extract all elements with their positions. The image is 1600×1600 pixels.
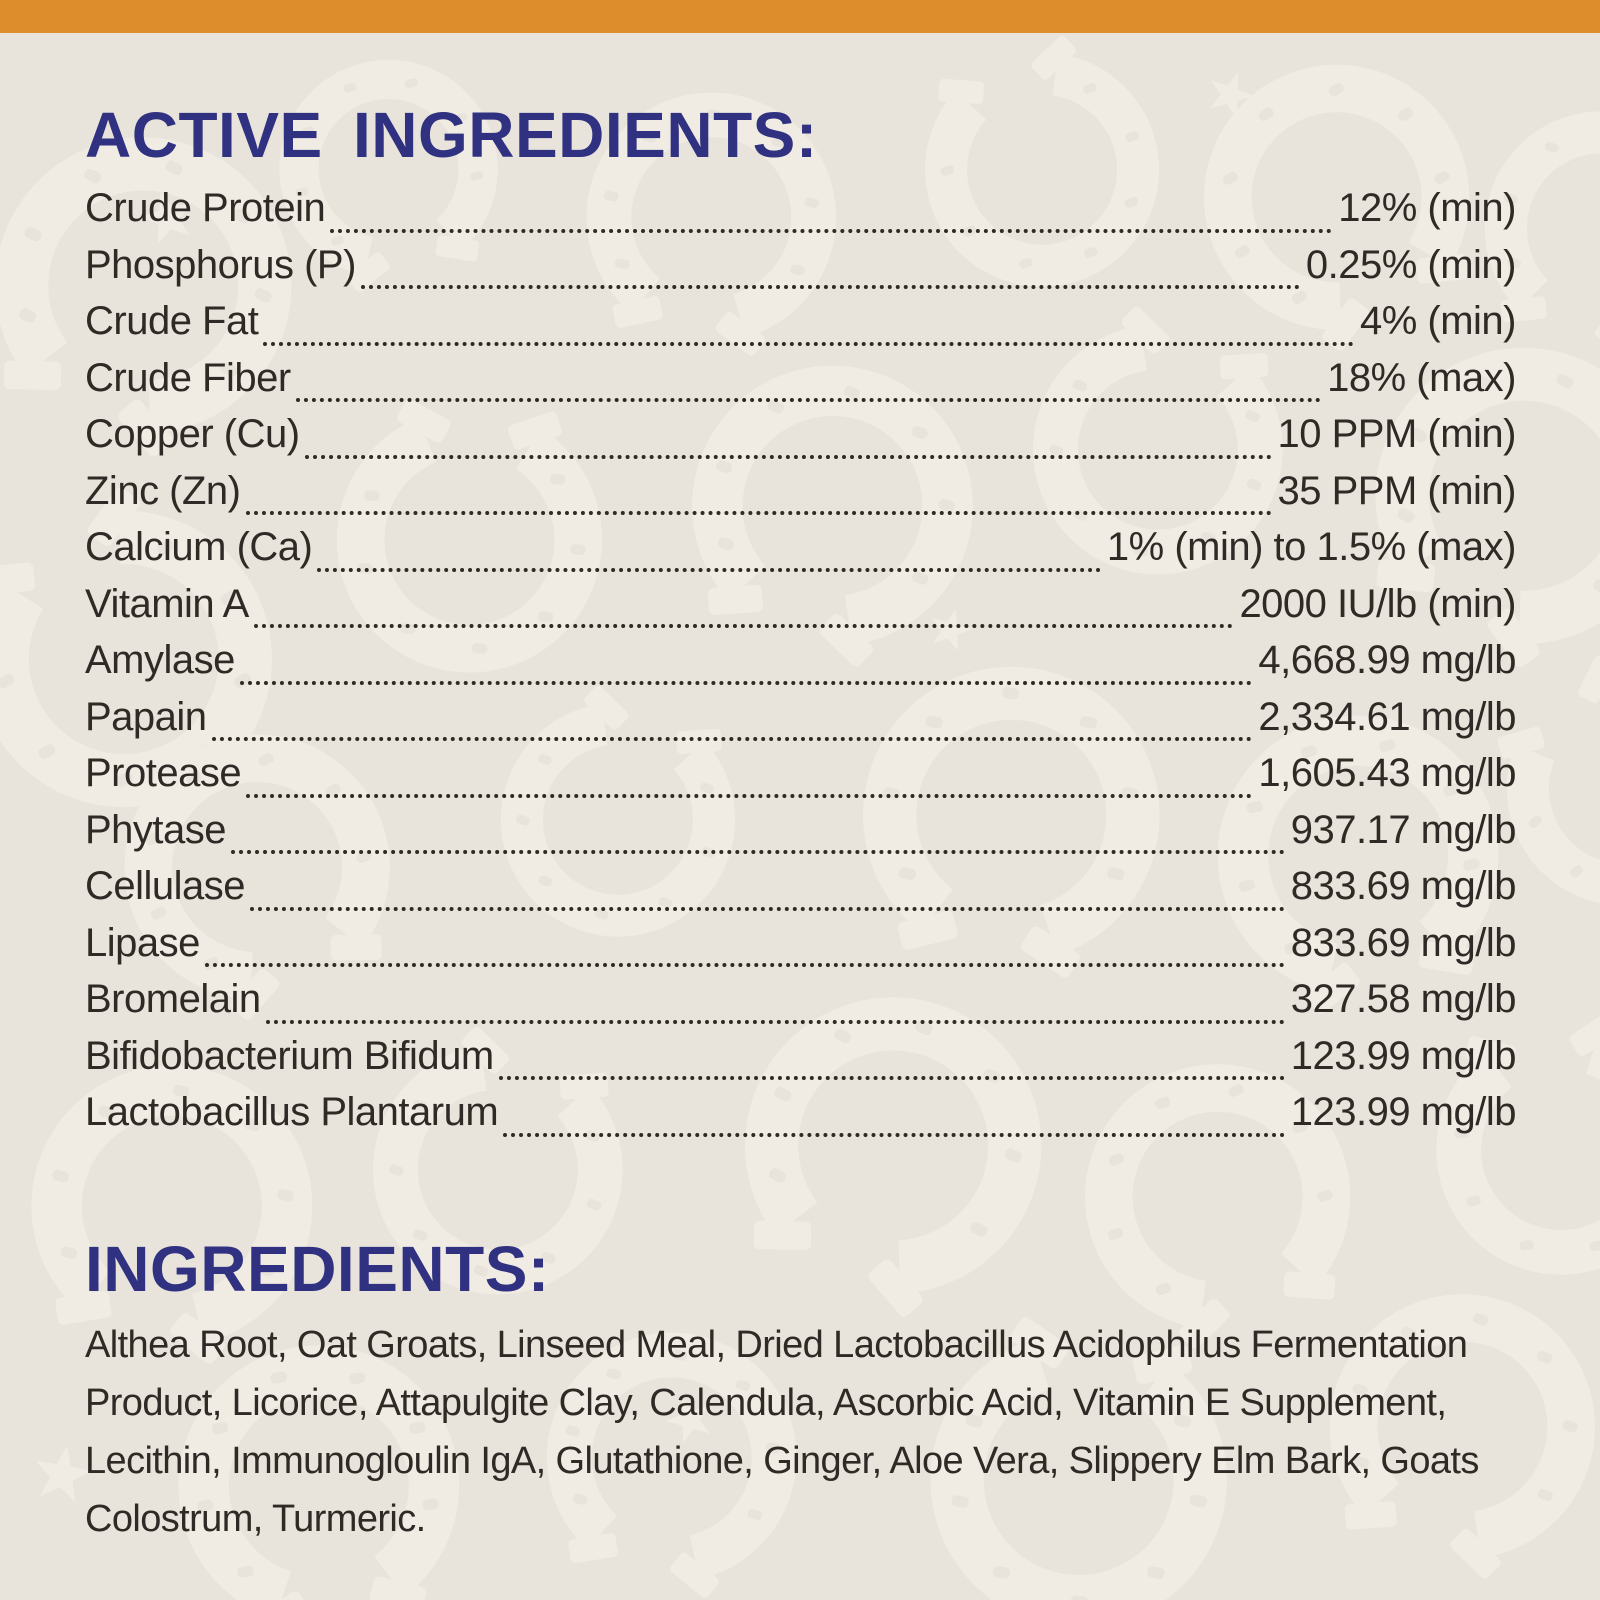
ingredient-name: Bromelain (85, 977, 261, 1021)
dot-leader (361, 285, 1300, 289)
ingredient-row (85, 1090, 1516, 1147)
ingredient-value: 123.99 mg/lb (1290, 1033, 1516, 1078)
ingredient-row (85, 299, 1516, 356)
ingredient-name: Copper (Cu) (85, 412, 300, 456)
dot-leader (317, 568, 1101, 572)
ingredient-name: Protease (85, 751, 242, 795)
ingredient-value: 10 PPM (min) (1277, 412, 1516, 456)
dot-leader (263, 342, 1354, 346)
ingredient-row (85, 921, 1516, 978)
dot-leader (205, 963, 1285, 967)
dot-leader (499, 1076, 1285, 1080)
ingredient-row (85, 977, 1516, 1034)
active-ingredients-list (85, 186, 1516, 1147)
dot-leader (246, 794, 1252, 798)
active-ingredients-title: ACTIVE INGREDIENTS: (85, 99, 818, 171)
dot-leader (266, 1020, 1285, 1024)
ingredient-value: 35 PPM (min) (1277, 468, 1516, 513)
ingredient-value: 123.99 mg/lb (1290, 1090, 1516, 1134)
ingredient-name: Bifidobacterium Bifidum (85, 1033, 494, 1078)
ingredient-row (85, 808, 1516, 865)
ingredient-row (85, 582, 1516, 639)
ingredient-value: 1,605.43 mg/lb (1258, 751, 1516, 795)
dot-leader (246, 511, 1272, 515)
dot-leader (231, 850, 1285, 854)
ingredients-paragraph: Althea Root, Oat Groats, Linseed Meal, Dried Lactobacillus Acidophilus Fermentation Product, Licorice, Attapulgite Clay, Calendula, Ascorbic Acid, Vitamin E Supplement, Lecithin, Immunogloulin IgA, Glutathione, Ginger, Aloe Vera, Slippery Elm Bark, Goats Colostrum, Turmeric. (85, 1324, 1479, 1540)
ingredient-row (85, 638, 1516, 695)
dot-leader (254, 624, 1234, 628)
ingredient-row (85, 469, 1516, 526)
ingredient-name: Crude Fiber (85, 355, 291, 400)
dot-leader (503, 1133, 1285, 1137)
ingredient-name: Calcium (Ca) (85, 525, 313, 569)
ingredient-row (85, 525, 1516, 582)
ingredient-value: 833.69 mg/lb (1290, 920, 1516, 965)
ingredient-name: Papain (85, 694, 207, 739)
ingredient-value: 833.69 mg/lb (1290, 864, 1516, 908)
ingredient-value: 327.58 mg/lb (1290, 977, 1516, 1021)
ingredient-row (85, 751, 1516, 808)
ingredient-row (85, 356, 1516, 413)
ingredient-name: Phytase (85, 807, 227, 852)
ingredient-value: 2000 IU/lb (min) (1239, 581, 1516, 626)
ingredient-row (85, 864, 1516, 921)
ingredient-name: Lipase (85, 920, 200, 965)
ingredient-value: 18% (max) (1327, 355, 1516, 400)
top-accent-bar (0, 0, 1600, 33)
ingredient-row (85, 412, 1516, 469)
ingredient-name: Amylase (85, 638, 235, 682)
ingredient-name: Cellulase (85, 864, 246, 908)
ingredient-value: 2,334.61 mg/lb (1258, 694, 1516, 739)
ingredient-value: 1% (min) to 1.5% (max) (1106, 525, 1516, 569)
ingredient-value: 937.17 mg/lb (1290, 807, 1516, 852)
ingredient-name: Phosphorus (P) (85, 242, 356, 287)
ingredient-name: Zinc (Zn) (85, 468, 241, 513)
ingredient-value: 0.25% (min) (1305, 242, 1516, 287)
dot-leader (305, 455, 1272, 459)
ingredient-name: Vitamin A (85, 581, 249, 626)
ingredient-value: 4,668.99 mg/lb (1258, 638, 1516, 682)
ingredient-name: Crude Fat (85, 299, 259, 343)
ingredient-name: Crude Protein (85, 186, 326, 230)
ingredient-row (85, 1034, 1516, 1091)
ingredient-row (85, 186, 1516, 243)
dot-leader (330, 229, 1332, 233)
ingredient-value: 4% (min) (1359, 299, 1516, 343)
dot-leader (250, 907, 1285, 911)
dot-leader (296, 398, 1321, 402)
dot-leader (240, 681, 1252, 685)
ingredient-row (85, 695, 1516, 752)
dot-leader (212, 737, 1253, 741)
ingredient-name: Lactobacillus Plantarum (85, 1090, 499, 1134)
ingredient-value: 12% (min) (1338, 186, 1516, 230)
ingredients-title: INGREDIENTS: (85, 1233, 550, 1305)
ingredient-row (85, 243, 1516, 300)
